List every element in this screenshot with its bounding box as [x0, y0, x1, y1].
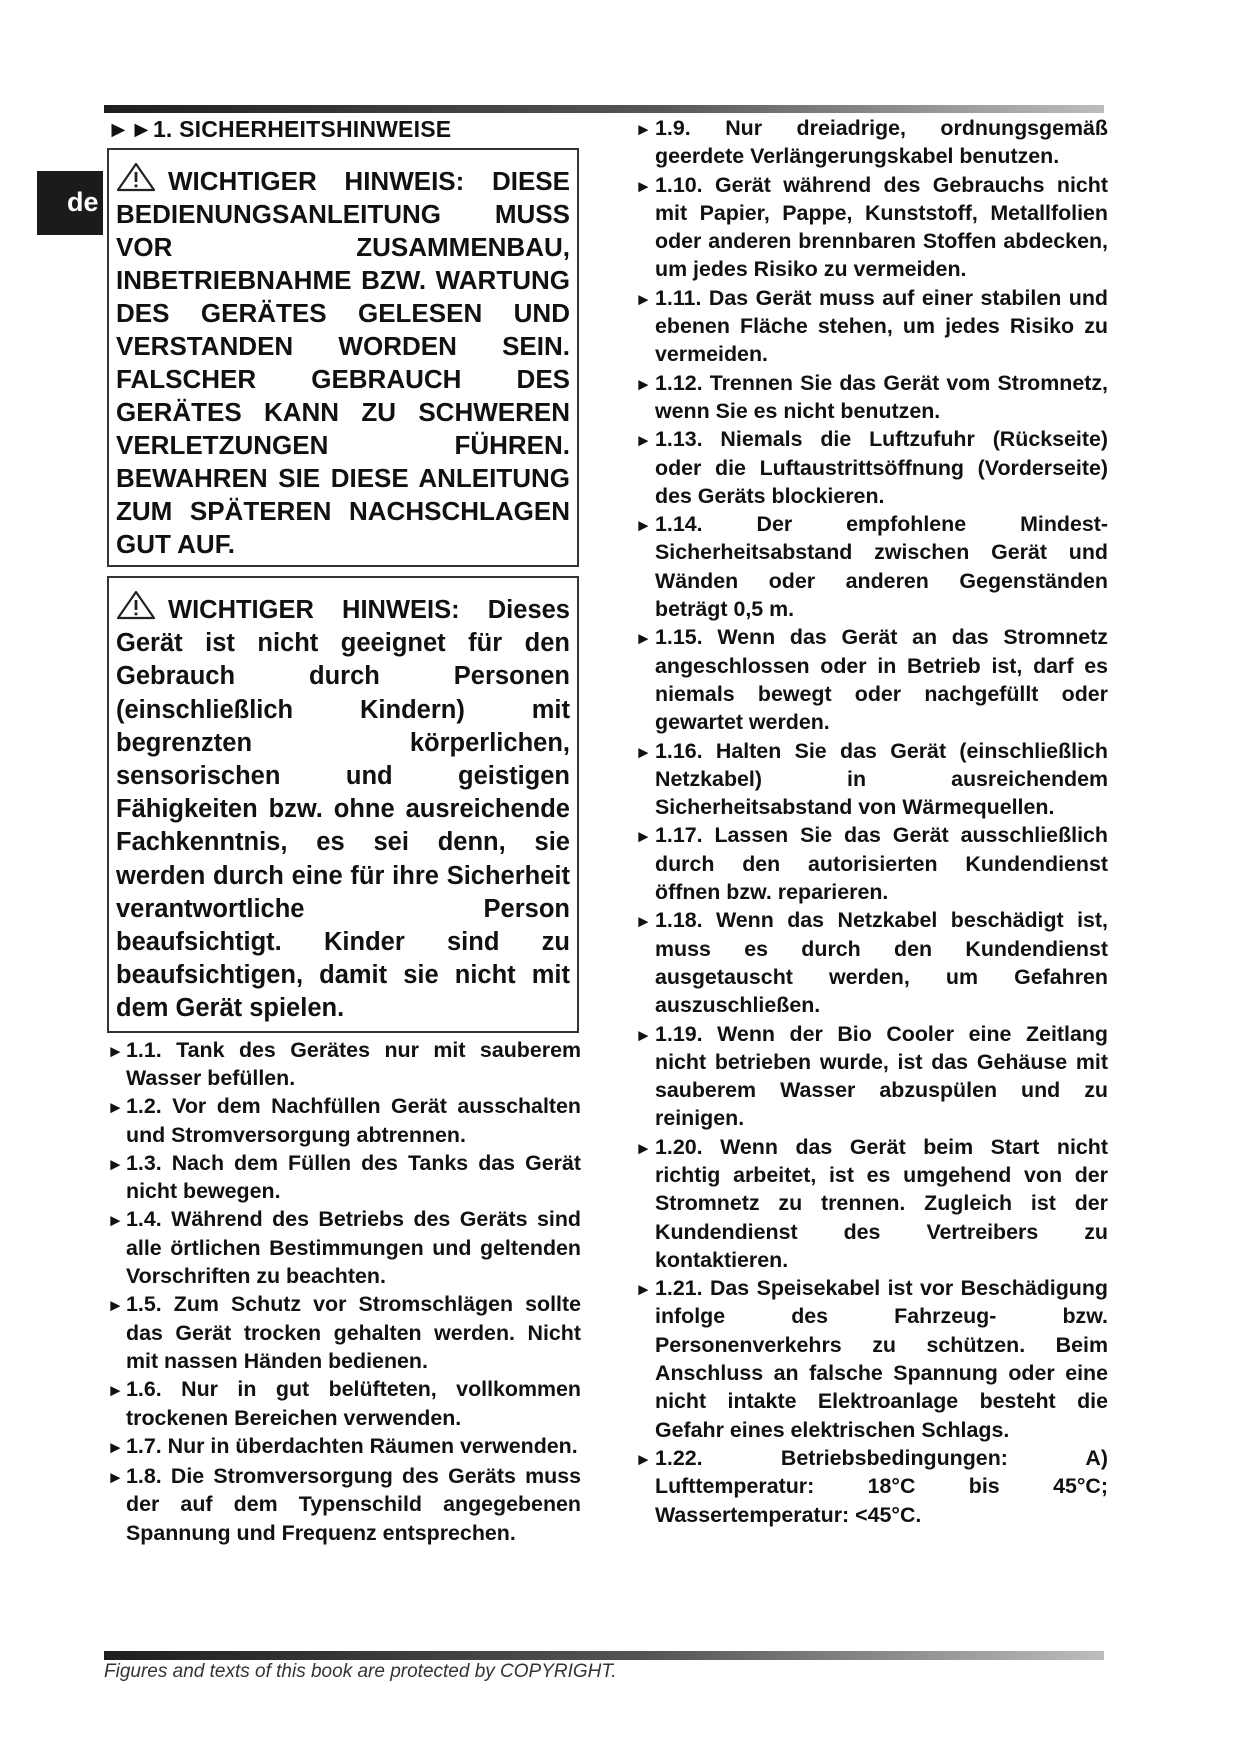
right-column: [635, 114, 1108, 1529]
language-tab: de: [37, 171, 103, 235]
list-item: ► 1.5. Zum Schutz vor Stromschlägen sollte das Gerät trocken gehalten werden. Nicht mit nassen Händen bedienen.: [107, 1290, 581, 1375]
section-marker: ►►: [107, 116, 153, 142]
list-item: ► 1.13. Niemals die Luftzufuhr (Rückseite) oder die Luftaustrittsöffnung (Vorderseite) des Geräts blockieren.: [635, 425, 1108, 510]
list-item: ► 1.14. Der empfohlene Mindest-Sicherheitsabstand zwischen Gerät und Wänden oder anderen Gegenständen beträgt 0,5 m.: [635, 510, 1108, 623]
bullet-arrow-icon: ►: [107, 1041, 124, 1061]
bullet-arrow-icon: ►: [635, 431, 652, 451]
bullet-arrow-icon: ►: [635, 742, 652, 762]
bullet-arrow-icon: ►: [635, 1025, 652, 1045]
list-item: ► 1.8. Die Stromversorgung des Geräts muss der auf dem Typenschild angegebenen Spannung und Frequenz entsprechen.: [107, 1462, 581, 1547]
list-item: ► 1.7. Nur in überdachten Räumen verwenden.: [107, 1432, 581, 1462]
bullet-arrow-icon: ►: [635, 516, 652, 536]
list-item: ► 1.3. Nach dem Füllen des Tanks das Gerät nicht bewegen.: [107, 1149, 581, 1206]
section-title-text: 1. SICHERHEITSHINWEISE: [152, 116, 452, 142]
bullet-arrow-icon: ►: [635, 374, 652, 394]
bullet-arrow-icon: ►: [635, 1449, 652, 1469]
bullet-arrow-icon: ►: [635, 1138, 652, 1158]
warning-text-manual: WICHTIGER HINWEIS: DIESE BEDIENUNGSANLEITUNG MUSS VOR ZUSAMMENBAU, INBETRIEBNAHME BZW. WARTUNG DES GERÄTES GELESEN UND VERSTANDEN WORDEN SEIN. FALSCHER GEBRAUCH DES GERÄTES KANN ZU SCHWEREN VERLETZUNGEN FÜHREN. BEWAHREN SIE DIESE ANLEITUNG ZUM SPÄTEREN NACHSCHLAGEN GUT AUF.: [116, 166, 570, 559]
section-title: [107, 114, 581, 144]
bullet-arrow-icon: ►: [107, 1211, 124, 1231]
list-item: ► 1.11. Das Gerät muss auf einer stabilen und ebenen Fläche stehen, um jedes Risiko zu vermeiden.: [635, 284, 1108, 369]
list-item: ► 1.2. Vor dem Nachfüllen Gerät ausschalten und Stromversorgung abtrennen.: [107, 1092, 581, 1149]
bullet-arrow-icon: ►: [635, 176, 652, 196]
bullet-arrow-icon: ►: [635, 629, 652, 649]
list-item: ► 1.21. Das Speisekabel ist vor Beschädigung infolge des Fahrzeug- bzw. Personenverkehrs zu schützen. Beim Anschluss an falsche Spannung oder eine nicht intakte Elektroanlage besteht die Gefahr eines elektrischen Schlags.: [635, 1274, 1108, 1444]
bullet-arrow-icon: ►: [635, 912, 652, 932]
list-item: ► 1.1. Tank des Gerätes nur mit sauberem Wasser befüllen.: [107, 1036, 581, 1093]
bullet-arrow-icon: ►: [107, 1296, 124, 1316]
list-item: ► 1.4. Während des Betriebs des Geräts sind alle örtlichen Bestimmungen und geltenden Vorschriften zu beachten.: [107, 1205, 581, 1290]
safety-list-right: [635, 114, 1108, 1529]
bullet-arrow-icon: ►: [107, 1154, 124, 1174]
list-item: ► 1.20. Wenn das Gerät beim Start nicht richtig arbeitet, ist es umgehend von der Stromnetz zu trennen. Zugleich ist der Kundendienst des Vertreibers zu kontaktieren.: [635, 1133, 1108, 1274]
bullet-arrow-icon: ►: [635, 289, 652, 309]
bullet-arrow-icon: ►: [107, 1381, 124, 1401]
bullet-arrow-icon: ►: [107, 1098, 124, 1118]
list-item: ► 1.12. Trennen Sie das Gerät vom Stromnetz, wenn Sie es nicht benutzen.: [635, 369, 1108, 426]
bullet-arrow-icon: ►: [635, 827, 652, 847]
list-item: ► 1.17. Lassen Sie das Gerät ausschließlich durch den autorisierten Kundendienst öffnen bzw. reparieren.: [635, 821, 1108, 906]
list-item: ► 1.10. Gerät während des Gebrauchs nicht mit Papier, Pappe, Kunststoff, Metallfolien oder anderen brennbaren Stoffen abdecken, um jedes Risiko zu vermeiden.: [635, 171, 1108, 284]
bullet-arrow-icon: ►: [107, 1437, 124, 1457]
bullet-arrow-icon: ►: [635, 120, 652, 139]
warning-text-persons: WICHTIGER HINWEIS: Dieses Gerät ist nicht geeignet für den Gebrauch durch Personen (einschließlich Kindern) mit begrenzten körperlichen, sensorischen und geistigen Fähigkeiten bzw. ohne ausreichende Fachkenntnis, es sei denn, sie werden durch eine für ihre Sicherheit verantwortliche Person beaufsichtigt. Kinder sind zu beaufsichtigen, damit sie nicht mit dem Gerät spielen.: [116, 596, 570, 1023]
list-item: ► 1.15. Wenn das Gerät an das Stromnetz angeschlossen oder in Betrieb ist, darf es niemals bewegt oder nachgefüllt oder gewartet werden.: [635, 623, 1108, 736]
warning-box-persons: [107, 576, 579, 1033]
warning-triangle-icon: [116, 590, 156, 620]
warning-triangle-icon: [116, 162, 156, 192]
safety-list-left: [107, 1036, 581, 1547]
list-item: ► 1.19. Wenn der Bio Cooler eine Zeitlang nicht betrieben wurde, ist das Gehäuse mit sauberem Wasser abzuspülen und zu reinigen.: [635, 1020, 1108, 1133]
left-column: [107, 114, 581, 1547]
list-item: ► 1.22. Betriebsbedingungen: A) Lufttemperatur: 18°C bis 45°C; Wassertemperatur: <45°C.: [635, 1444, 1108, 1529]
header-rule: [104, 105, 1104, 113]
list-item: ► 1.6. Nur in gut belüfteten, vollkommen trockenen Bereichen verwenden.: [107, 1375, 581, 1432]
warning-box-manual: [107, 148, 579, 567]
copyright-note: Figures and texts of this book are protected by COPYRIGHT.: [104, 1661, 617, 1682]
list-item: ► 1.9. Nur dreiadrige, ordnungsgemäß geerdete Verlängerungskabel benutzen.: [635, 114, 1108, 171]
list-item: ► 1.16. Halten Sie das Gerät (einschließlich Netzkabel) in ausreichendem Sicherheitsabstand von Wärmequellen.: [635, 737, 1108, 822]
footer-rule: [104, 1651, 1104, 1660]
bullet-arrow-icon: ►: [635, 1280, 652, 1300]
bullet-arrow-icon: ►: [107, 1468, 124, 1488]
list-item: ► 1.18. Wenn das Netzkabel beschädigt ist, muss es durch den Kundendienst ausgetauscht werden, um Gefahren auszuschließen.: [635, 906, 1108, 1019]
